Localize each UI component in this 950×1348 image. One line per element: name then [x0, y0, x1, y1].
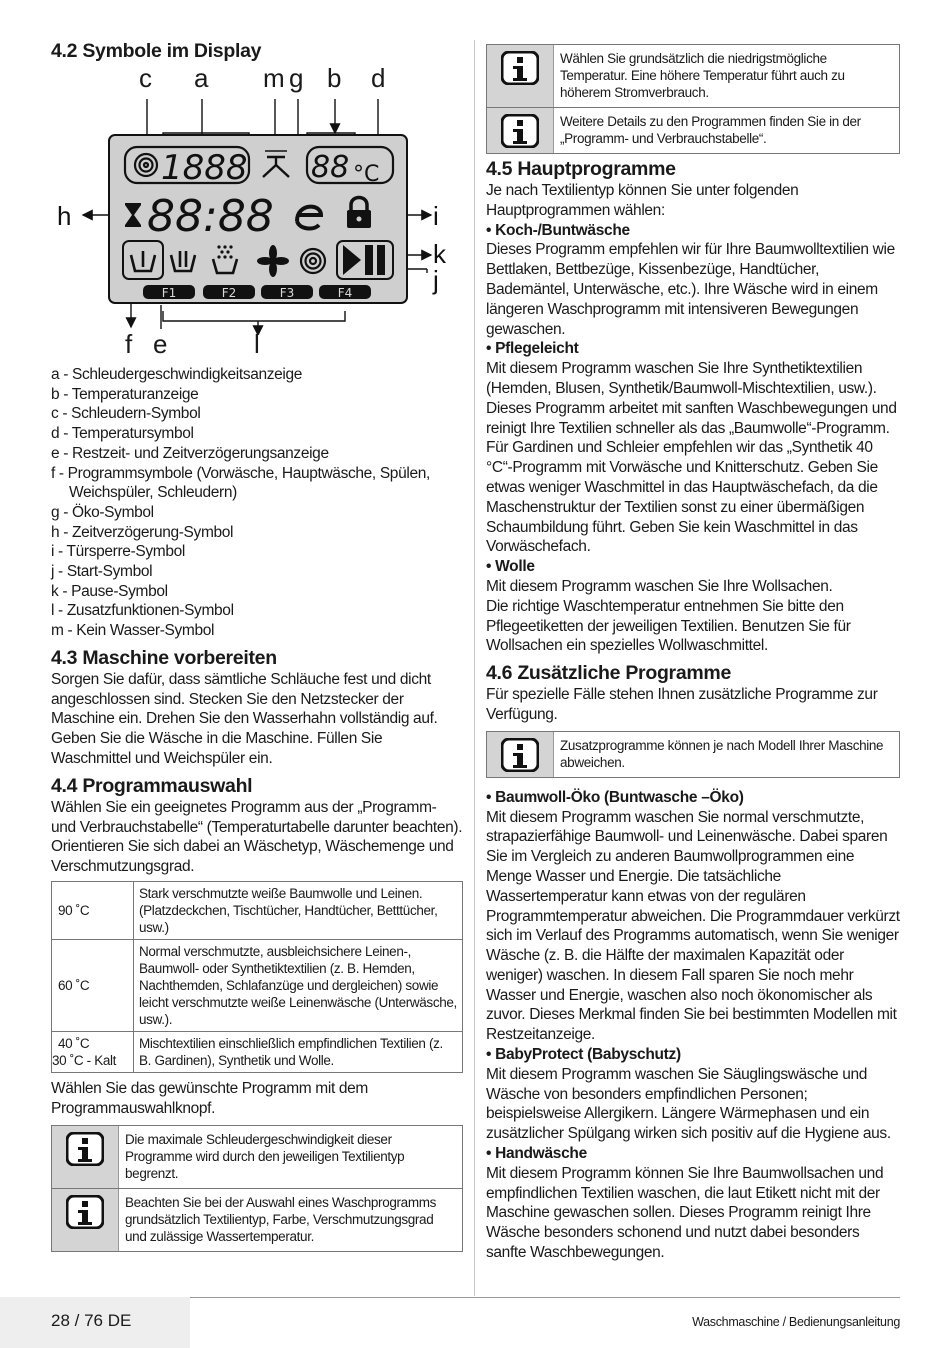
label-i: i [433, 201, 439, 231]
legend-item: h - Zeitverzögerung-Symbol [51, 523, 234, 541]
right-column [486, 44, 900, 1263]
legend-item: c - Schleudern-Symbol [51, 405, 201, 423]
note-text: Die maximale Schleudergeschwindigkeit dieser Programme wird durch den jeweiligen Textilientyp begrenzt. [125, 1131, 405, 1181]
program-babyprotect-title: • BabyProtect (Babyschutz) [486, 1046, 681, 1064]
label-f: f [125, 329, 133, 359]
info-note [486, 731, 900, 778]
legend-item: g - Öko-Symbol [51, 503, 154, 521]
temp-cell [52, 1032, 134, 1073]
display-letters-top [51, 63, 463, 95]
label-g: g [289, 63, 304, 93]
program-pflegeleicht-text: Für Gardinen und Schleier empfehlen wir das „Synthetik 40 °C“-Programm mit Vorwäsche und Knitterschutz. Geben Sie etwas weniger Waschmittel in das Hauptwäschefach, da die Maschenstruktur der Textilien sonst zu einer übermäßigen Schaumbildung führt. Geben Sie kein Waschmittel in das Vorwäschefach. [486, 439, 878, 556]
table-row [52, 882, 463, 940]
temp-line: 40 ˚C [58, 1036, 90, 1052]
note-group-right [486, 44, 900, 154]
info-note [486, 108, 900, 154]
program-pflegeleicht-text: Mit diesem Programm waschen Sie Ihre Synthetiktextilien (Hemden, Blusen, Synthetik/Baumwoll-Mischtextilien, usw.). Dieses Programm arbeitet mit sanften Waschbewegungen und reinigt Ihre Textilien schneller als das „Baumwolle“-Programm. [486, 360, 897, 437]
legend-item: k - Pause-Symbol [51, 582, 168, 600]
note-text: Weitere Details zu den Programmen finden Sie in der „Programm- und Verbrauchstabelle“. [560, 114, 861, 146]
section-4-4-after: Wählen Sie das gewünschte Programm mit dem Programmauswahlknopf. [51, 1080, 368, 1117]
table-row [52, 940, 463, 1032]
spin-speed-digits: 1888 [161, 148, 248, 188]
info-icon [487, 732, 554, 777]
program-wolle-text: Die richtige Waschtemperatur entnehmen Sie bitte den Pflegeetiketten der jeweiligen Textilien. Benutzen Sie für Wollsachen ein spezielles Wollwaschmittel. [486, 597, 851, 655]
program-handwaesche-title: • Handwäsche [486, 1145, 587, 1163]
note-text: Zusatzprogramme können je nach Modell Ihrer Maschine abweichen. [560, 737, 884, 770]
label-m: m [263, 63, 285, 93]
page-number: 28 / 76 DE [51, 1311, 132, 1330]
temp-cell: 90 ˚C [52, 882, 134, 940]
program-koch-bunt-text: Dieses Programm empfehlen wir für Ihre Baumwolltextilien wie Bettlaken, Bettbezüge, Kissenbezüge, Handtücher, Bademäntel, Unterwäsche, etc.). Ihre Wäsche wird in einem längeren Waschprogramm mit intensiveren Bewegungen gewaschen. [486, 241, 895, 338]
temp-line: 30 ˚C - Kalt [52, 1053, 117, 1069]
section-4-6-title: 4.6 Zusätzliche Programme [486, 662, 732, 685]
section-4-6-intro: Für spezielle Fälle stehen Ihnen zusätzliche Programme zur Verfügung. [486, 686, 878, 723]
program-handwaesche-text: Mit diesem Programm können Sie Ihre Baumwollsachen und empfindlichen Textilien waschen, die laut Etikett nicht mit der Maschine gewaschen sollen. Dieses Programm reinigt Ihre Wäsche besonders schonend und nutzt dabei besonders sanfte Waschbewegungen. [486, 1164, 884, 1262]
section-4-3-text: Sorgen Sie dafür, dass sämtliche Schläuche fest und dicht angeschlossen sind. Stecken Sie den Netzstecker der Maschine ein. Drehen Sie den Wasserhahn vollständig auf. Geben Sie die Wäsche in die Maschine. Füllen Sie Waschmittel und Weichspüler ein. [51, 670, 438, 768]
legend-item: m - Kein Wasser-Symbol [51, 622, 215, 640]
info-icon [52, 1189, 119, 1251]
legend-item: Weichspüler, Schleudern) [69, 484, 237, 502]
note-text: Beachten Sie bei der Auswahl eines Waschprogramms grundsätzlich Textilientyp, Farbe, Verschmutzungsgrad und zulässige Wassertemperatur. [125, 1194, 437, 1244]
label-l: l [254, 329, 260, 359]
legend-item: l - Zusatzfunktionen-Symbol [51, 602, 234, 620]
program-baumwoll-oeko-text: Mit diesem Programm waschen Sie normal verschmutzte, strapazierfähige Baumwoll- und Leinenwäsche. Dabei sparen Sie im Vergleich zu anderen Baumwollprogrammen eine Menge Wasser und Energie. Die tatsächliche Wassertemperatur kann etwas von der regulären Programmtemperatur abweichen. Die Programmdauer verkürzt sich im Verlauf des Programms automatisch, wenn Sie weniger Wäsche (z. B. die Hälfte der maximalen Kapazität oder weniger) waschen. In diesem Fall sparen Sie noch mehr Wasser und Energie, waschen also noch ökonomischer als zuvor. Dieses Merkmal finden Sie bei bestimmten Modellen mit Restzeitanzeige. [486, 808, 900, 1044]
info-icon [52, 1126, 119, 1188]
label-e: e [153, 329, 168, 359]
desc-cell: Stark verschmutzte weiße Baumwolle und Leinen. (Platzdeckchen, Tischtücher, Handtücher, Betttücher, usw.) [134, 882, 463, 940]
legend-item: j - Start-Symbol [51, 563, 153, 581]
program-wolle-text: Mit diesem Programm waschen Sie Ihre Wollsachen. [486, 577, 833, 595]
info-icon [487, 45, 554, 107]
temperature-unit: °C [353, 162, 380, 187]
legend-item: i - Türsperre-Symbol [51, 543, 185, 561]
table-row [52, 1032, 463, 1073]
program-pflegeleicht-title: • Pflegeleicht [486, 340, 579, 358]
note-group-left [51, 1125, 463, 1252]
program-koch-bunt-title: • Koch-/Buntwäsche [486, 221, 630, 239]
desc-cell: Normal verschmutzte, ausbleichsichere Leinen-, Baumwoll- oder Synthetiktextilien (z. B. Hemden, Nachthemden, Schlafanzüge und dergleichen) sowie leicht verschmutzte weiße Leinenwäsche (Unterwäsche, usw.). [134, 940, 463, 1032]
label-b: b [327, 63, 342, 93]
temp-cell: 60 ˚C [52, 940, 134, 1032]
legend-item: a - Schleudergeschwindigkeitsanzeige [51, 366, 303, 383]
info-icon [487, 108, 554, 153]
label-a: a [194, 63, 209, 93]
left-column [51, 40, 463, 1252]
section-4-2-title: 4.2 Symbole im Display [51, 40, 262, 62]
f2-label: F2 [221, 286, 237, 300]
temperature-table [51, 881, 463, 1073]
info-note [51, 1189, 463, 1252]
f3-label: F3 [279, 286, 295, 300]
footer-rule [190, 1297, 900, 1298]
label-k: k [433, 239, 446, 269]
label-h: h [57, 201, 72, 231]
section-4-5-title: 4.5 Hauptprogramme [486, 158, 676, 180]
legend-item: b - Temperaturanzeige [51, 385, 199, 403]
program-babyprotect-text: Mit diesem Programm waschen Sie Säuglingswäsche und Wäsche von besonders empfindlichen Personen; beispielsweise Allergikern. Längere Wärmephasen und ein zusätzlicher Spülgang wirken sich positiv auf die Hygiene aus. [486, 1065, 891, 1143]
label-c: c [139, 63, 152, 93]
legend-item: d - Temperatursymbol [51, 425, 194, 443]
manual-title: Waschmaschine / Bedienungsanleitung [692, 1315, 900, 1329]
legend-item: f - Programmsymbole (Vorwäsche, Hauptwäsche, Spülen, [51, 464, 430, 482]
desc-cell: Mischtextilien einschließlich empfindlichen Textilien (z. B. Gardinen), Synthetik und Wolle. [134, 1032, 463, 1073]
info-note [486, 44, 900, 108]
label-j: j [433, 265, 439, 295]
program-baumwoll-oeko-title: • Baumwoll-Öko (Buntwasche –Öko) [486, 788, 744, 806]
page-footer [0, 1297, 950, 1348]
section-4-5-intro: Je nach Textilientyp können Sie unter folgenden Hauptprogrammen wählen: [486, 182, 799, 219]
display-diagram [51, 95, 463, 335]
temperature-digits: 88 [311, 150, 350, 185]
note-group-4-6 [486, 731, 900, 778]
legend-item: e - Restzeit- und Zeitverzögerungsanzeige [51, 444, 329, 462]
column-divider [474, 40, 475, 1296]
section-4-3-title: 4.3 Maschine vorbereiten [51, 646, 277, 669]
f4-label: F4 [337, 286, 353, 300]
label-d: d [371, 63, 386, 93]
program-wolle-title: • Wolle [486, 558, 535, 576]
symbol-legend [51, 365, 463, 641]
display-letters-bottom [51, 329, 463, 361]
f1-label: F1 [161, 286, 177, 300]
note-text: Wählen Sie grundsätzlich die niedrigstmögliche Temperatur. Eine höhere Temperatur führt auch zu höherem Stromverbrauch. [560, 51, 845, 100]
time-digits: 88:88 [147, 191, 274, 242]
section-4-4-intro: Wählen Sie ein geeignetes Programm aus der „Programm- und Verbrauchstabelle“ (Temperaturtabelle darunter beachten). Orientieren Sie sich dabei an Wäschetyp, Wäschemenge und Verschmutzungsgrad. [51, 798, 463, 876]
info-note [51, 1125, 463, 1189]
section-4-4-title: 4.4 Programmauswahl [51, 774, 253, 797]
